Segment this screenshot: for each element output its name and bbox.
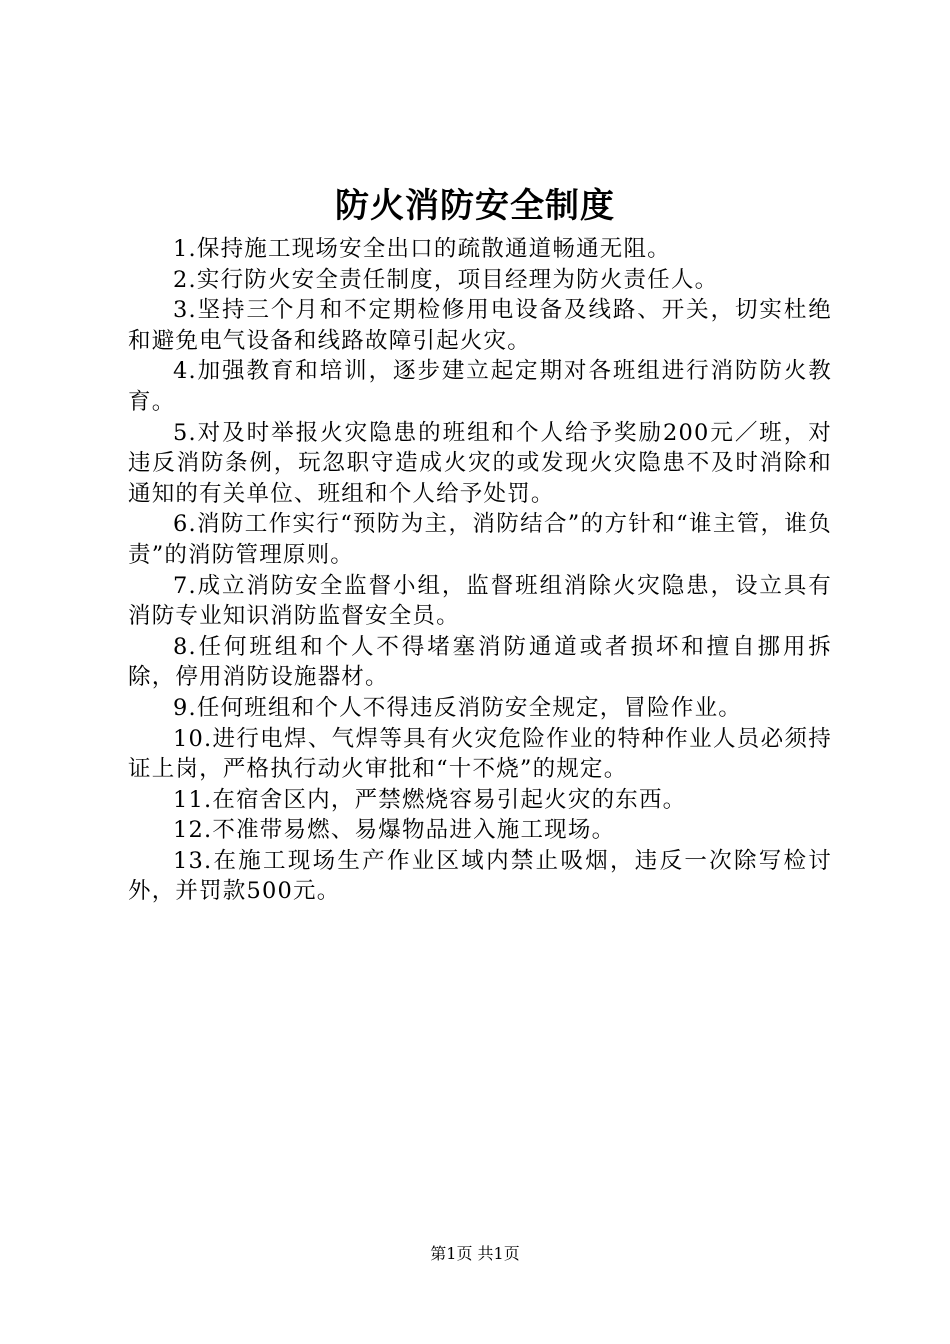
rule-paragraph-4: 4.加强教育和培训，逐步建立起定期对各班组进行消防防火教育。 bbox=[128, 358, 832, 415]
rule-paragraph-9: 9.任何班组和个人不得违反消防安全规定，冒险作业。 bbox=[173, 694, 742, 721]
rule-paragraph-10: 10.进行电焊、气焊等具有火灾危险作业的特种作业人员必须持证上岗，严格执行动火审批和“十不烧”的规定。 bbox=[128, 725, 832, 783]
document-body bbox=[128, 234, 832, 907]
rule-paragraph-7: 7.成立消防安全监督小组，监督班组消除火灾隐患，设立具有消防专业知识消防监督安全员。 bbox=[128, 572, 832, 630]
rule-paragraph-13: 13.在施工现场生产作业区域内禁止吸烟，违反一次除写检讨外，并罚款500元。 bbox=[128, 847, 832, 905]
rule-paragraph-12: 12.不准带易燃、易爆物品进入施工现场。 bbox=[173, 817, 616, 844]
rule-paragraph-3: 3.坚持三个月和不定期检修用电设备及线路、开关，切实杜绝和避免电气设备和线路故障引起火灾。 bbox=[128, 297, 832, 354]
rule-paragraph-2: 2.实行防火安全责任制度，项目经理为防火责任人。 bbox=[173, 266, 719, 293]
rule-paragraph-6: 6.消防工作实行“预防为主，消防结合”的方针和“谁主管，谁负责”的消防管理原则。 bbox=[128, 511, 832, 568]
rule-paragraph-5: 5.对及时举报火灾隐患的班组和个人给予奖励200元／班，对违反消防条例，玩忽职守造成火灾的或发现火灾隐患不及时消除和通知的有关单位、班组和个人给予处罚。 bbox=[128, 419, 832, 507]
rule-paragraph-1: 1.保持施工现场安全出口的疏散通道畅通无阻。 bbox=[173, 236, 671, 262]
rule-paragraph-11: 11.在宿舍区内，严禁燃烧容易引起火灾的东西。 bbox=[173, 786, 687, 813]
document-title: 防火消防安全制度 bbox=[335, 186, 615, 226]
rule-paragraph-8: 8.任何班组和个人不得堵塞消防通道或者损坏和擅自挪用拆除，停用消防设施器材。 bbox=[128, 633, 832, 691]
page-footer: 第1页 共1页 bbox=[430, 1244, 520, 1263]
